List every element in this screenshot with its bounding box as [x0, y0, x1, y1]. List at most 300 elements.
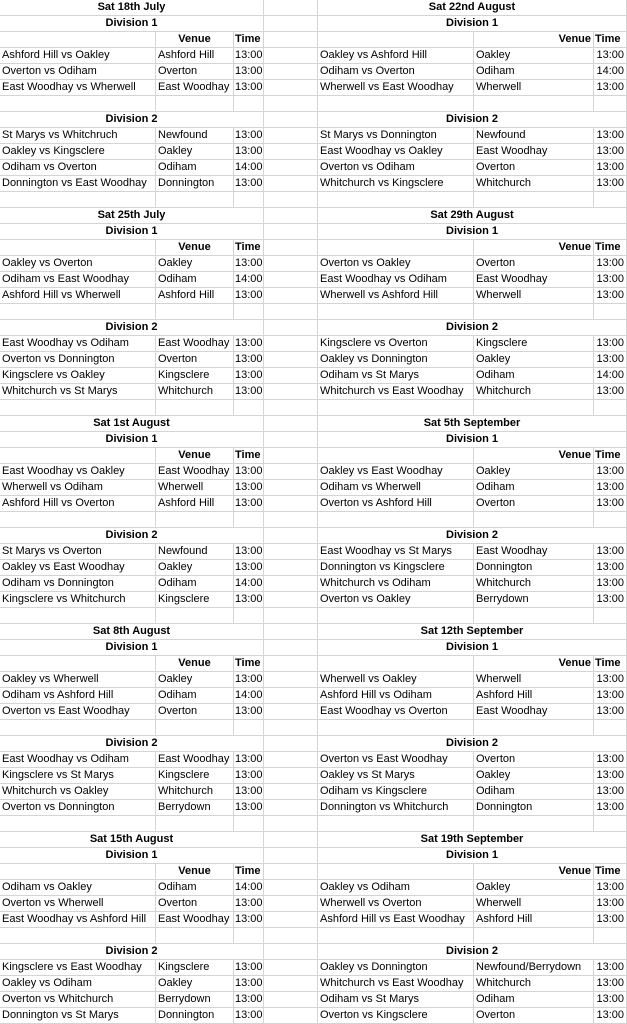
fixture-row	[0, 576, 627, 592]
venue-header: Venue	[474, 32, 594, 48]
spacer-cell	[264, 560, 318, 576]
fixture-venue: Donnington	[474, 560, 594, 576]
sheet-row	[0, 816, 627, 832]
division-heading: Division 2	[0, 320, 264, 336]
fixture-match: Overton vs Oakley	[318, 256, 474, 272]
time-header: Time	[594, 448, 627, 464]
spacer-cell	[264, 736, 318, 752]
fixture-time: 13:00	[234, 336, 264, 352]
sheet-row	[0, 656, 627, 672]
fixture-venue: Overton	[156, 64, 234, 80]
fixture-venue: Kingsclere	[156, 592, 234, 608]
fixture-match: Wherwell vs Overton	[318, 896, 474, 912]
fixture-time: 13:00	[234, 704, 264, 720]
time-header: Time	[234, 656, 264, 672]
spacer-cell	[264, 848, 318, 864]
fixture-venue: Overton	[474, 160, 594, 176]
sheet-row	[0, 208, 627, 224]
fixture-venue: Oakley	[474, 768, 594, 784]
sheet-row	[0, 112, 627, 128]
division-heading: Division 2	[318, 736, 627, 752]
date-heading: Sat 18th July	[0, 0, 264, 16]
fixture-time: 13:00	[234, 64, 264, 80]
spacer-cell	[264, 656, 318, 672]
division-heading: Division 1	[0, 640, 264, 656]
fixture-row	[0, 672, 627, 688]
venue-header: Venue	[474, 864, 594, 880]
fixture-row	[0, 160, 627, 176]
spacer-cell	[264, 592, 318, 608]
fixture-match: Donnington vs Kingsclere	[318, 560, 474, 576]
fixture-time: 13:00	[594, 688, 627, 704]
fixture-match: Oakley vs Wherwell	[0, 672, 156, 688]
empty-cell	[156, 816, 234, 832]
fixture-time: 13:00	[594, 384, 627, 400]
fixture-venue: Newfound	[156, 544, 234, 560]
sheet-row	[0, 240, 627, 256]
fixture-row	[0, 992, 627, 1008]
sheet-row	[0, 528, 627, 544]
fixture-row	[0, 560, 627, 576]
fixture-match: Donnington vs St Marys	[0, 1008, 156, 1024]
fixture-match: Odiham vs Overton	[0, 160, 156, 176]
sheet-row	[0, 400, 627, 416]
fixture-row	[0, 800, 627, 816]
sheet-row	[0, 624, 627, 640]
fixture-row	[0, 128, 627, 144]
fixture-match: Oakley vs Ashford Hill	[318, 48, 474, 64]
fixture-time: 13:00	[594, 352, 627, 368]
sheet-row	[0, 96, 627, 112]
date-heading: Sat 5th September	[318, 416, 627, 432]
fixture-time: 13:00	[234, 896, 264, 912]
fixture-row	[0, 960, 627, 976]
fixture-venue: Berrydown	[474, 592, 594, 608]
fixture-venue: Overton	[156, 896, 234, 912]
empty-cell	[474, 608, 594, 624]
division-heading: Division 2	[0, 736, 264, 752]
fixture-row	[0, 768, 627, 784]
fixture-venue: Oakley	[474, 352, 594, 368]
empty-cell	[0, 192, 156, 208]
spacer-cell	[264, 496, 318, 512]
fixture-time: 13:00	[234, 544, 264, 560]
sheet-row	[0, 0, 627, 16]
spacer-cell	[264, 672, 318, 688]
fixture-row	[0, 288, 627, 304]
spacer-cell	[264, 336, 318, 352]
spacer-cell	[264, 544, 318, 560]
fixture-row	[0, 976, 627, 992]
fixture-time: 13:00	[594, 1008, 627, 1024]
fixture-match: Overton vs Odiham	[318, 160, 474, 176]
division-heading: Division 2	[0, 944, 264, 960]
fixture-venue: Kingsclere	[156, 768, 234, 784]
spacer-cell	[264, 976, 318, 992]
fixture-venue: Kingsclere	[474, 336, 594, 352]
empty-cell	[264, 192, 318, 208]
fixture-venue: Overton	[156, 704, 234, 720]
empty-cell	[156, 720, 234, 736]
fixture-row	[0, 176, 627, 192]
division-heading: Division 1	[318, 848, 627, 864]
fixture-match: Overton vs Wherwell	[0, 896, 156, 912]
division-heading: Division 2	[318, 944, 627, 960]
empty-cell	[474, 96, 594, 112]
date-heading: Sat 15th August	[0, 832, 264, 848]
empty-cell	[474, 304, 594, 320]
fixture-time: 13:00	[594, 496, 627, 512]
fixture-match: Overton vs Odiham	[0, 64, 156, 80]
empty-cell	[264, 304, 318, 320]
fixture-venue: Odiham	[474, 64, 594, 80]
empty-cell	[156, 96, 234, 112]
empty-cell	[156, 192, 234, 208]
empty-cell	[0, 608, 156, 624]
fixture-venue: Odiham	[474, 480, 594, 496]
spacer-cell	[264, 896, 318, 912]
fixture-match: Kingsclere vs Whitchurch	[0, 592, 156, 608]
time-header: Time	[234, 448, 264, 464]
fixture-venue: Oakley	[156, 256, 234, 272]
fixture-venue: Ashford Hill	[474, 688, 594, 704]
spacer-cell	[264, 288, 318, 304]
fixture-time: 13:00	[234, 1008, 264, 1024]
fixture-match: Ashford Hill vs Overton	[0, 496, 156, 512]
fixture-venue: Overton	[474, 752, 594, 768]
fixture-time: 13:00	[594, 896, 627, 912]
sheet-row	[0, 608, 627, 624]
fixture-match: East Woodhay vs Odiham	[0, 336, 156, 352]
fixture-time: 13:00	[234, 384, 264, 400]
fixture-match: Odiham vs Donnington	[0, 576, 156, 592]
fixture-time: 13:00	[594, 592, 627, 608]
fixture-time: 14:00	[234, 688, 264, 704]
fixture-row	[0, 880, 627, 896]
empty-cell	[318, 656, 474, 672]
fixture-match: Odiham vs St Marys	[318, 992, 474, 1008]
fixture-match: Whitchurch vs Odiham	[318, 576, 474, 592]
time-header: Time	[594, 864, 627, 880]
fixture-row	[0, 368, 627, 384]
fixture-time: 13:00	[234, 496, 264, 512]
spacer-cell	[264, 864, 318, 880]
empty-cell	[156, 304, 234, 320]
fixture-venue: Odiham	[156, 160, 234, 176]
fixture-row	[0, 272, 627, 288]
sheet-row	[0, 944, 627, 960]
fixture-venue: Ashford Hill	[156, 496, 234, 512]
empty-cell	[264, 816, 318, 832]
fixture-match: Donnington vs Whitchurch	[318, 800, 474, 816]
fixture-match: Donnington vs East Woodhay	[0, 176, 156, 192]
fixture-venue: Odiham	[474, 784, 594, 800]
spacer-cell	[264, 448, 318, 464]
spacer-cell	[264, 464, 318, 480]
fixture-venue: Berrydown	[156, 800, 234, 816]
fixture-match: Overton vs Donnington	[0, 352, 156, 368]
division-heading: Division 1	[0, 224, 264, 240]
time-header: Time	[234, 864, 264, 880]
fixture-time: 14:00	[234, 576, 264, 592]
empty-cell	[234, 816, 264, 832]
fixture-venue: Oakley	[156, 560, 234, 576]
spacer-cell	[264, 224, 318, 240]
sheet-row	[0, 416, 627, 432]
fixture-venue: Ashford Hill	[156, 288, 234, 304]
fixture-time: 13:00	[594, 128, 627, 144]
venue-header: Venue	[156, 656, 234, 672]
division-heading: Division 1	[318, 640, 627, 656]
venue-header: Venue	[474, 656, 594, 672]
division-heading: Division 2	[318, 112, 627, 128]
fixture-time: 13:00	[594, 672, 627, 688]
fixture-time: 13:00	[234, 752, 264, 768]
fixture-time: 14:00	[234, 160, 264, 176]
division-heading: Division 1	[318, 16, 627, 32]
fixture-row	[0, 256, 627, 272]
fixture-venue: Oakley	[474, 464, 594, 480]
fixture-time: 13:00	[594, 800, 627, 816]
empty-cell	[594, 96, 627, 112]
spacer-cell	[264, 528, 318, 544]
spacer-cell	[264, 800, 318, 816]
fixture-time: 13:00	[594, 48, 627, 64]
fixture-match: Overton vs Oakley	[318, 592, 474, 608]
fixture-time: 13:00	[234, 672, 264, 688]
fixture-match: Whitchurch vs East Woodhay	[318, 976, 474, 992]
fixture-time: 13:00	[594, 992, 627, 1008]
fixture-venue: Overton	[474, 496, 594, 512]
fixture-time: 13:00	[594, 576, 627, 592]
spacer-cell	[264, 240, 318, 256]
fixture-match: Ashford Hill vs East Woodhay	[318, 912, 474, 928]
division-heading: Division 1	[0, 16, 264, 32]
division-heading: Division 1	[0, 432, 264, 448]
fixture-venue: Odiham	[156, 272, 234, 288]
empty-cell	[594, 192, 627, 208]
empty-cell	[318, 96, 474, 112]
fixture-time: 13:00	[234, 560, 264, 576]
fixture-time: 13:00	[234, 768, 264, 784]
spacer-cell	[264, 368, 318, 384]
fixture-venue: East Woodhay	[474, 704, 594, 720]
empty-cell	[474, 400, 594, 416]
sheet-row	[0, 192, 627, 208]
fixture-time: 13:00	[594, 480, 627, 496]
fixture-match: Ashford Hill vs Oakley	[0, 48, 156, 64]
empty-cell	[234, 400, 264, 416]
empty-cell	[474, 192, 594, 208]
spacer-cell	[264, 176, 318, 192]
spacer-cell	[264, 960, 318, 976]
fixture-row	[0, 752, 627, 768]
empty-cell	[264, 400, 318, 416]
fixture-time: 13:00	[594, 960, 627, 976]
fixture-row	[0, 384, 627, 400]
sheet-row	[0, 32, 627, 48]
fixture-venue: Kingsclere	[156, 368, 234, 384]
fixture-match: Ashford Hill vs Wherwell	[0, 288, 156, 304]
fixture-time: 13:00	[234, 464, 264, 480]
division-heading: Division 1	[318, 432, 627, 448]
fixture-row	[0, 592, 627, 608]
fixture-venue: Whitchurch	[156, 784, 234, 800]
time-header: Time	[594, 240, 627, 256]
venue-header: Venue	[156, 864, 234, 880]
fixture-venue: Wherwell	[474, 288, 594, 304]
fixture-venue: Donnington	[474, 800, 594, 816]
fixture-time: 13:00	[594, 80, 627, 96]
venue-header: Venue	[156, 240, 234, 256]
fixture-time: 13:00	[234, 992, 264, 1008]
empty-cell	[594, 608, 627, 624]
time-header: Time	[594, 32, 627, 48]
date-heading: Sat 19th September	[318, 832, 627, 848]
fixture-venue: Donnington	[156, 176, 234, 192]
spacer-cell	[264, 432, 318, 448]
time-header: Time	[234, 32, 264, 48]
fixture-time: 13:00	[234, 48, 264, 64]
fixture-venue: Whitchurch	[474, 576, 594, 592]
fixture-match: East Woodhay vs Odiham	[0, 752, 156, 768]
fixture-time: 13:00	[234, 912, 264, 928]
fixture-match: Odiham vs Ashford Hill	[0, 688, 156, 704]
spacer-cell	[264, 752, 318, 768]
fixture-venue: East Woodhay	[474, 144, 594, 160]
division-heading: Division 1	[318, 224, 627, 240]
fixture-venue: Overton	[474, 256, 594, 272]
division-heading: Division 2	[0, 112, 264, 128]
spacer-cell	[264, 48, 318, 64]
spacer-cell	[264, 384, 318, 400]
spacer-cell	[264, 416, 318, 432]
spacer-cell	[264, 32, 318, 48]
spacer-cell	[264, 320, 318, 336]
empty-cell	[318, 400, 474, 416]
fixture-row	[0, 912, 627, 928]
fixture-venue: Odiham	[156, 688, 234, 704]
fixture-match: Overton vs Donnington	[0, 800, 156, 816]
sheet-row	[0, 864, 627, 880]
empty-cell	[234, 928, 264, 944]
fixture-venue: Odiham	[156, 576, 234, 592]
empty-cell	[0, 512, 156, 528]
fixture-venue: Oakley	[474, 48, 594, 64]
empty-cell	[0, 32, 156, 48]
empty-cell	[474, 720, 594, 736]
fixture-venue: East Woodhay	[156, 752, 234, 768]
fixture-time: 13:00	[594, 976, 627, 992]
spacer-cell	[264, 160, 318, 176]
fixture-match: Kingsclere vs St Marys	[0, 768, 156, 784]
venue-header: Venue	[156, 448, 234, 464]
sheet-row	[0, 304, 627, 320]
empty-cell	[234, 304, 264, 320]
sheet-row	[0, 320, 627, 336]
fixture-row	[0, 48, 627, 64]
date-heading: Sat 1st August	[0, 416, 264, 432]
fixture-time: 13:00	[594, 144, 627, 160]
empty-cell	[594, 400, 627, 416]
empty-cell	[318, 816, 474, 832]
sheet-row	[0, 736, 627, 752]
fixture-row	[0, 688, 627, 704]
fixture-time: 13:00	[594, 768, 627, 784]
spacer-cell	[264, 640, 318, 656]
fixture-match: Whitchurch vs St Marys	[0, 384, 156, 400]
fixture-time: 13:00	[594, 336, 627, 352]
fixture-match: East Woodhay vs Odiham	[318, 272, 474, 288]
fixture-time: 13:00	[594, 752, 627, 768]
fixture-match: Wherwell vs Odiham	[0, 480, 156, 496]
fixture-time: 13:00	[594, 176, 627, 192]
fixture-match: Overton vs Ashford Hill	[318, 496, 474, 512]
fixture-match: Odiham vs East Woodhay	[0, 272, 156, 288]
fixture-venue: East Woodhay	[474, 272, 594, 288]
fixture-venue: Wherwell	[474, 672, 594, 688]
fixture-match: St Marys vs Donnington	[318, 128, 474, 144]
fixture-match: Oakley vs Overton	[0, 256, 156, 272]
sheet-row	[0, 832, 627, 848]
empty-cell	[0, 864, 156, 880]
fixture-row	[0, 496, 627, 512]
empty-cell	[156, 608, 234, 624]
empty-cell	[594, 304, 627, 320]
fixture-time: 13:00	[234, 256, 264, 272]
spacer-cell	[264, 0, 318, 16]
empty-cell	[234, 96, 264, 112]
spacer-cell	[264, 832, 318, 848]
fixture-match: Odiham vs Oakley	[0, 880, 156, 896]
empty-cell	[0, 720, 156, 736]
fixture-time: 13:00	[594, 160, 627, 176]
fixture-time: 13:00	[234, 368, 264, 384]
spacer-cell	[264, 272, 318, 288]
empty-cell	[318, 32, 474, 48]
fixture-row	[0, 336, 627, 352]
fixture-time: 13:00	[594, 912, 627, 928]
spacer-cell	[264, 16, 318, 32]
empty-cell	[474, 816, 594, 832]
fixture-time: 13:00	[594, 288, 627, 304]
fixture-match: Kingsclere vs Oakley	[0, 368, 156, 384]
fixture-row	[0, 80, 627, 96]
fixture-venue: Oakley	[156, 144, 234, 160]
spacer-cell	[264, 64, 318, 80]
fixture-time: 13:00	[594, 464, 627, 480]
empty-cell	[474, 928, 594, 944]
fixture-time: 13:00	[594, 560, 627, 576]
fixture-venue: Ashford Hill	[474, 912, 594, 928]
fixture-time: 14:00	[234, 272, 264, 288]
fixture-venue: Newfound	[156, 128, 234, 144]
fixture-match: Overton vs East Woodhay	[0, 704, 156, 720]
sheet-row	[0, 848, 627, 864]
fixture-venue: Wherwell	[474, 80, 594, 96]
fixture-match: Overton vs Kingsclere	[318, 1008, 474, 1024]
spacer-cell	[264, 784, 318, 800]
empty-cell	[264, 512, 318, 528]
venue-header: Venue	[474, 448, 594, 464]
fixture-venue: Wherwell	[474, 896, 594, 912]
fixture-venue: Wherwell	[156, 480, 234, 496]
fixture-match: Wherwell vs East Woodhay	[318, 80, 474, 96]
fixture-time: 14:00	[594, 368, 627, 384]
fixture-venue: Whitchurch	[474, 384, 594, 400]
time-header: Time	[594, 656, 627, 672]
fixture-venue: East Woodhay	[156, 464, 234, 480]
